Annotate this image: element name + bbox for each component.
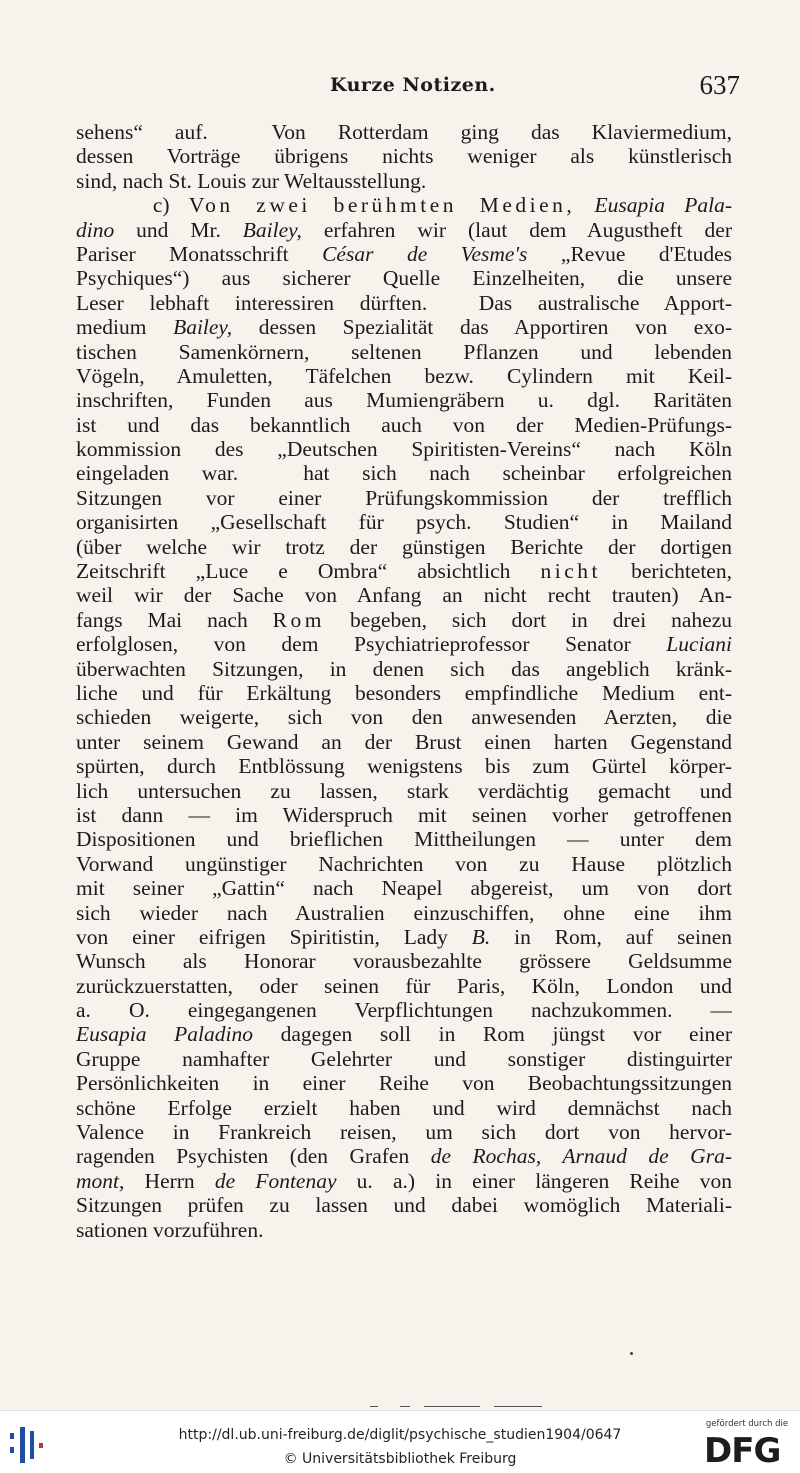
footer-copyright: © Universitätsbibliothek Freiburg xyxy=(283,1451,517,1467)
text-segment: dagegen soll in Rom jüngst vor einer xyxy=(252,1022,732,1047)
text-line xyxy=(76,1047,732,1071)
text-line xyxy=(76,1022,732,1046)
text-line xyxy=(76,1193,732,1217)
text-segment: spürten, durch Entblössung wenigstens bis zum Gürtel körper- xyxy=(76,754,732,779)
text-segment: B. xyxy=(471,924,491,949)
text-segment: Gruppe namhafter Gelehrter und sonstiger distinguirter xyxy=(76,1046,732,1071)
text-segment xyxy=(575,193,594,217)
text-line xyxy=(76,413,732,437)
text-line xyxy=(76,730,732,754)
text-segment: lich untersuchen zu lassen, stark verdächtig gemacht und xyxy=(76,778,732,803)
text-segment: begeben, sich dort in drei nahezu xyxy=(324,607,732,632)
text-segment: ist und das bekanntlich auch von der Medien-Prüfungs- xyxy=(76,412,732,437)
text-line xyxy=(76,1120,732,1144)
text-segment: Sitzungen prüfen zu lassen und dabei womöglich Materiali- xyxy=(76,1193,732,1218)
text-segment: dino xyxy=(76,217,115,242)
text-line xyxy=(76,827,732,851)
running-head: Kurze Notizen. xyxy=(330,74,496,96)
text-segment: Sitzungen vor einer Prüfungskommission der trefflich xyxy=(76,485,732,510)
page-number: 637 xyxy=(699,70,740,100)
text-segment: sind, nach St. Louis zur Weltausstellung. xyxy=(76,168,427,193)
text-segment: berichteten, xyxy=(601,559,732,584)
text-segment: Wunsch als Honorar vorausbezahlte grössere Geldsumme xyxy=(76,949,732,974)
text-segment: Dispositionen und brieflichen Mittheilungen — unter dem xyxy=(76,827,732,852)
text-line xyxy=(76,437,732,461)
scan-speck xyxy=(630,1352,633,1355)
text-segment: mit seiner „Gattin“ nach Neapel abgereist, um von dort xyxy=(76,876,732,901)
text-segment: schöne Erfolge erzielt haben und wird demnächst nach xyxy=(76,1095,732,1120)
text-segment: nicht xyxy=(540,559,601,584)
text-line xyxy=(76,998,732,1022)
text-line xyxy=(76,242,732,266)
dfg-funded-label: gefördert durch die xyxy=(705,1419,789,1429)
text-line xyxy=(76,120,732,144)
text-segment: tischen Samenkörnern, seltenen Pflanzen und lebenden xyxy=(76,339,732,364)
text-line xyxy=(76,852,732,876)
text-line xyxy=(76,1071,732,1095)
text-segment: Bailey, xyxy=(242,217,302,242)
text-segment: sationen vorzuführen. xyxy=(76,1217,264,1242)
text-segment: Vögeln, Amuletten, Täfelchen bezw. Cylindern mit Keil- xyxy=(76,363,732,388)
text-segment: eingeladen war. hat sich nach scheinbar erfolgreichen xyxy=(76,461,732,486)
text-segment: schieden weigerte, sich von den anwesenden Aerzten, die xyxy=(76,705,732,730)
text-segment: Eusapia Pala- xyxy=(594,193,732,218)
text-line xyxy=(76,1096,732,1120)
text-segment: „Revue d'Etudes xyxy=(527,241,732,266)
text-line xyxy=(76,1144,732,1168)
text-segment: c) xyxy=(76,193,189,218)
body-text xyxy=(76,120,732,1242)
text-segment: von einer eifrigen Spiritistin, Lady xyxy=(76,924,472,949)
text-line xyxy=(76,657,732,681)
text-segment: und Mr. xyxy=(114,217,243,242)
text-segment: Pariser Monatsschrift xyxy=(76,241,323,266)
text-segment: sich wieder nach Australien einzuschiffen, ohne eine ihm xyxy=(76,900,732,925)
text-line xyxy=(76,583,732,607)
dfg-logo-text: DFG xyxy=(704,1431,781,1471)
footer-url-link[interactable]: http://dl.ub.uni-freiburg.de/diglit/psychische_studien1904/0647 xyxy=(178,1427,622,1443)
text-segment: dessen Vorträge übrigens nichts weniger als künstlerisch xyxy=(76,144,732,169)
text-line xyxy=(76,974,732,998)
text-segment: mont, xyxy=(76,1168,125,1193)
text-segment: Valence in Frankreich reisen, um sich dort von hervor- xyxy=(76,1120,732,1145)
text-segment: medium xyxy=(76,315,174,340)
text-line xyxy=(76,144,732,168)
text-segment: de Rochas, Arnaud de Gra- xyxy=(430,1144,732,1169)
text-segment: unter seinem Gewand an der Brust einen harten Gegenstand xyxy=(76,729,732,754)
text-segment: liche und für Erkältung besonders empfindliche Medium ent- xyxy=(76,680,732,705)
text-segment: Luciani xyxy=(666,632,732,657)
text-line xyxy=(76,340,732,364)
text-line xyxy=(76,608,732,632)
text-line xyxy=(76,949,732,973)
text-segment: Eusapia Paladino xyxy=(76,1022,253,1047)
text-line xyxy=(76,169,732,193)
text-segment: in Rom, auf seinen xyxy=(490,924,732,949)
text-segment: inschriften, Funden aus Mumiengräbern u. dgl. Raritäten xyxy=(76,388,732,413)
text-segment: Herrn xyxy=(124,1168,215,1193)
text-segment: Vorwand ungünstiger Nachrichten von zu Hause plötzlich xyxy=(76,851,732,876)
text-segment: Bailey, xyxy=(173,315,233,340)
text-segment: de Fontenay xyxy=(214,1168,337,1193)
text-segment: dessen Spezialität das Apportiren von exo- xyxy=(232,315,732,340)
text-segment: überwachten Sitzungen, in denen sich das angeblich kränk- xyxy=(76,656,732,681)
text-line xyxy=(76,218,732,242)
text-segment: kommission des „Deutschen Spiritisten-Vereins“ nach Köln xyxy=(76,437,732,462)
text-segment: Leser lebhaft interessiren dürften. Das australische Apport- xyxy=(76,290,732,315)
text-segment: ist dann — im Widerspruch mit seinen vorher getroffenen xyxy=(76,802,732,827)
text-line xyxy=(76,364,732,388)
text-line xyxy=(76,510,732,534)
text-segment: a. O. eingegangenen Verpflichtungen nachzukommen. — xyxy=(76,998,732,1023)
text-segment: (über welche wir trotz der günstigen Berichte der dortigen xyxy=(76,534,732,559)
text-segment: zurückzuerstatten, oder seinen für Paris, Köln, London und xyxy=(76,973,732,998)
text-line xyxy=(76,535,732,559)
text-line xyxy=(76,486,732,510)
footer-bar xyxy=(0,1410,800,1473)
text-line xyxy=(76,876,732,900)
text-segment: Zeitschrift „Luce e Ombra“ absichtlich xyxy=(76,559,541,584)
text-line xyxy=(76,681,732,705)
text-segment: Rom xyxy=(272,607,325,632)
scan-rule-marks xyxy=(370,1406,550,1408)
text-line xyxy=(76,291,732,315)
text-line xyxy=(76,901,732,925)
text-line xyxy=(76,754,732,778)
text-segment: ragenden Psychisten (den Grafen xyxy=(76,1144,431,1169)
text-line xyxy=(76,559,732,583)
text-segment: weil wir der Sache von Anfang an nicht recht trauten) An- xyxy=(76,583,732,608)
text-line xyxy=(76,388,732,412)
text-line xyxy=(76,925,732,949)
text-segment: César de Vesme's xyxy=(322,241,528,266)
text-line xyxy=(76,803,732,827)
text-line xyxy=(76,461,732,485)
text-segment: Persönlichkeiten in einer Reihe von Beobachtungssitzungen xyxy=(76,1071,732,1096)
text-line xyxy=(76,632,732,656)
text-line xyxy=(76,705,732,729)
dfg-logo-icon[interactable] xyxy=(700,1419,794,1469)
text-segment: organisirten „Gesellschaft für psych. Studien“ in Mailand xyxy=(76,510,732,535)
text-segment: Psychiques“) aus sicherer Quelle Einzelheiten, die unsere xyxy=(76,266,732,291)
text-line xyxy=(76,315,732,339)
text-line xyxy=(76,779,732,803)
text-line xyxy=(76,1218,732,1242)
text-segment: fangs Mai nach xyxy=(76,607,273,632)
text-segment: Von zwei berühmten Medien, xyxy=(188,193,576,218)
text-segment: erfolglosen, von dem Psychiatrieprofessor Senator xyxy=(76,632,667,657)
text-line xyxy=(76,266,732,290)
text-segment: sehens“ auf. Von Rotterdam ging das Klaviermedium, xyxy=(76,120,732,144)
text-line xyxy=(76,1169,732,1193)
text-segment: erfahren wir (laut dem Augustheft der xyxy=(301,217,732,242)
text-line xyxy=(76,193,732,217)
text-segment: u. a.) in einer längeren Reihe von xyxy=(336,1168,732,1193)
